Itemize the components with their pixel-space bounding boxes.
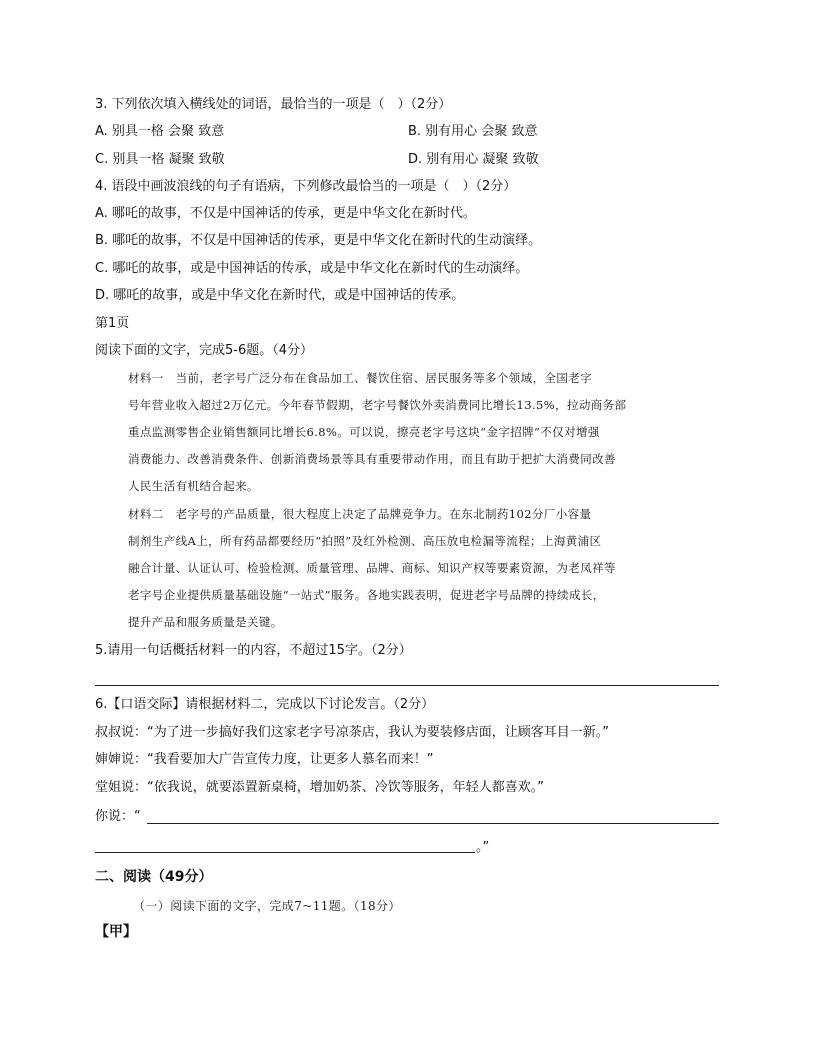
q6-cousin: 堂姐说：“依我说，就要添置新桌椅，增加奶茶、冷饮等服务，年轻人都喜欢。” — [95, 780, 544, 795]
material2-line: 老字号企业提供质量基础设施“一站式”服务。各地实践表明，促进老字号品牌的持续成长， — [128, 588, 605, 602]
q3-option-c: C. 别具一格 凝聚 致敬 — [95, 152, 225, 167]
material2-line: 融合计量、认证认可、检验检测、质量管理、品牌、商标、知识产权等要素资源，为老凤祥等 — [128, 561, 616, 575]
q4-option-d: D. 哪吒的故事，或是中华文化在新时代，或是中国神话的传承。 — [95, 288, 465, 303]
q6-you-suffix: 。” — [476, 840, 490, 855]
q6-answer-line-1[interactable] — [147, 823, 719, 824]
reading-intro: 阅读下面的文字，完成5-6题。（4分） — [95, 343, 314, 358]
q4-option-c: C. 哪吒的故事，或是中国神话的传承，或是中华文化在新时代的生动演绎。 — [95, 261, 529, 276]
q6-stem: 6.【口语交际】请根据材料二，完成以下讨论发言。（2分） — [95, 697, 435, 712]
page-label: 第1页 — [95, 316, 130, 331]
q6-aunt: 婶婶说：“我看要加大广告宣传力度，让更多人慕名而来！” — [95, 752, 434, 767]
material2-line: 制剂生产线A上，所有药品都要经历“拍照”及红外检测、高压放电检漏等流程；上海黄浦区 — [128, 534, 602, 548]
q3-stem: 3. 下列依次填入横线处的词语，最恰当的一项是（ ）（2分） — [95, 97, 452, 112]
q4-stem: 4. 语段中画波浪线的句子有语病，下列修改最恰当的一项是（ ）（2分） — [95, 179, 517, 194]
material1-line: 消费能力、改善消费条件、创新消费场景等具有重要带动作用，而且有助于把扩大消费同改善 — [128, 452, 616, 466]
q6-answer-line-2[interactable] — [95, 852, 475, 853]
q4-option-b: B. 哪吒的故事，不仅是中国神话的传承，更是中华文化在新时代的生动演绎。 — [95, 233, 542, 248]
q6-uncle: 叔叔说：“为了进一步搞好我们这家老字号凉茶店，我认为要装修店面，让顾客耳目一新。” — [95, 725, 609, 740]
q4-option-a: A. 哪吒的故事，不仅是中国神话的传承，更是中华文化在新时代。 — [95, 206, 476, 221]
material2-line: 材料二 老字号的产品质量，很大程度上决定了品牌竞争力。在东北制药102分厂小容量 — [128, 507, 592, 521]
material1-line: 号年营业收入超过2万亿元。今年春节假期，老字号餐饮外卖消费同比增长13.5%，拉动商务部 — [128, 398, 627, 412]
section2-title: 二、阅读（49分） — [95, 869, 213, 885]
q3-option-d: D. 别有用心 凝聚 致敬 — [408, 152, 539, 167]
material1-line: 材料一 当前，老字号广泛分布在食品加工、餐饮住宿、居民服务等多个领域，全国老字 — [128, 371, 593, 385]
q5-stem: 5.请用一句话概括材料一的内容，不超过15字。（2分） — [95, 643, 412, 658]
q3-option-a: A. 别具一格 会聚 致意 — [95, 124, 225, 139]
q3-option-b: B. 别有用心 会聚 致意 — [408, 124, 538, 139]
material2-line: 提升产品和服务质量是关键。 — [128, 615, 283, 629]
q5-answer-line[interactable] — [95, 685, 719, 686]
material1-line: 人民生活有机结合起来。 — [128, 479, 259, 493]
section2-sub: （一）阅读下面的文字，完成7~11题。（18分） — [133, 899, 401, 913]
material1-line: 重点监测零售企业销售额同比增长6.8%。可以说，擦亮老字号这块“金字招牌”不仅对增强 — [128, 425, 600, 439]
q6-you-prefix: 你说：“ — [95, 809, 141, 824]
section2-jia: 【甲】 — [95, 924, 137, 940]
